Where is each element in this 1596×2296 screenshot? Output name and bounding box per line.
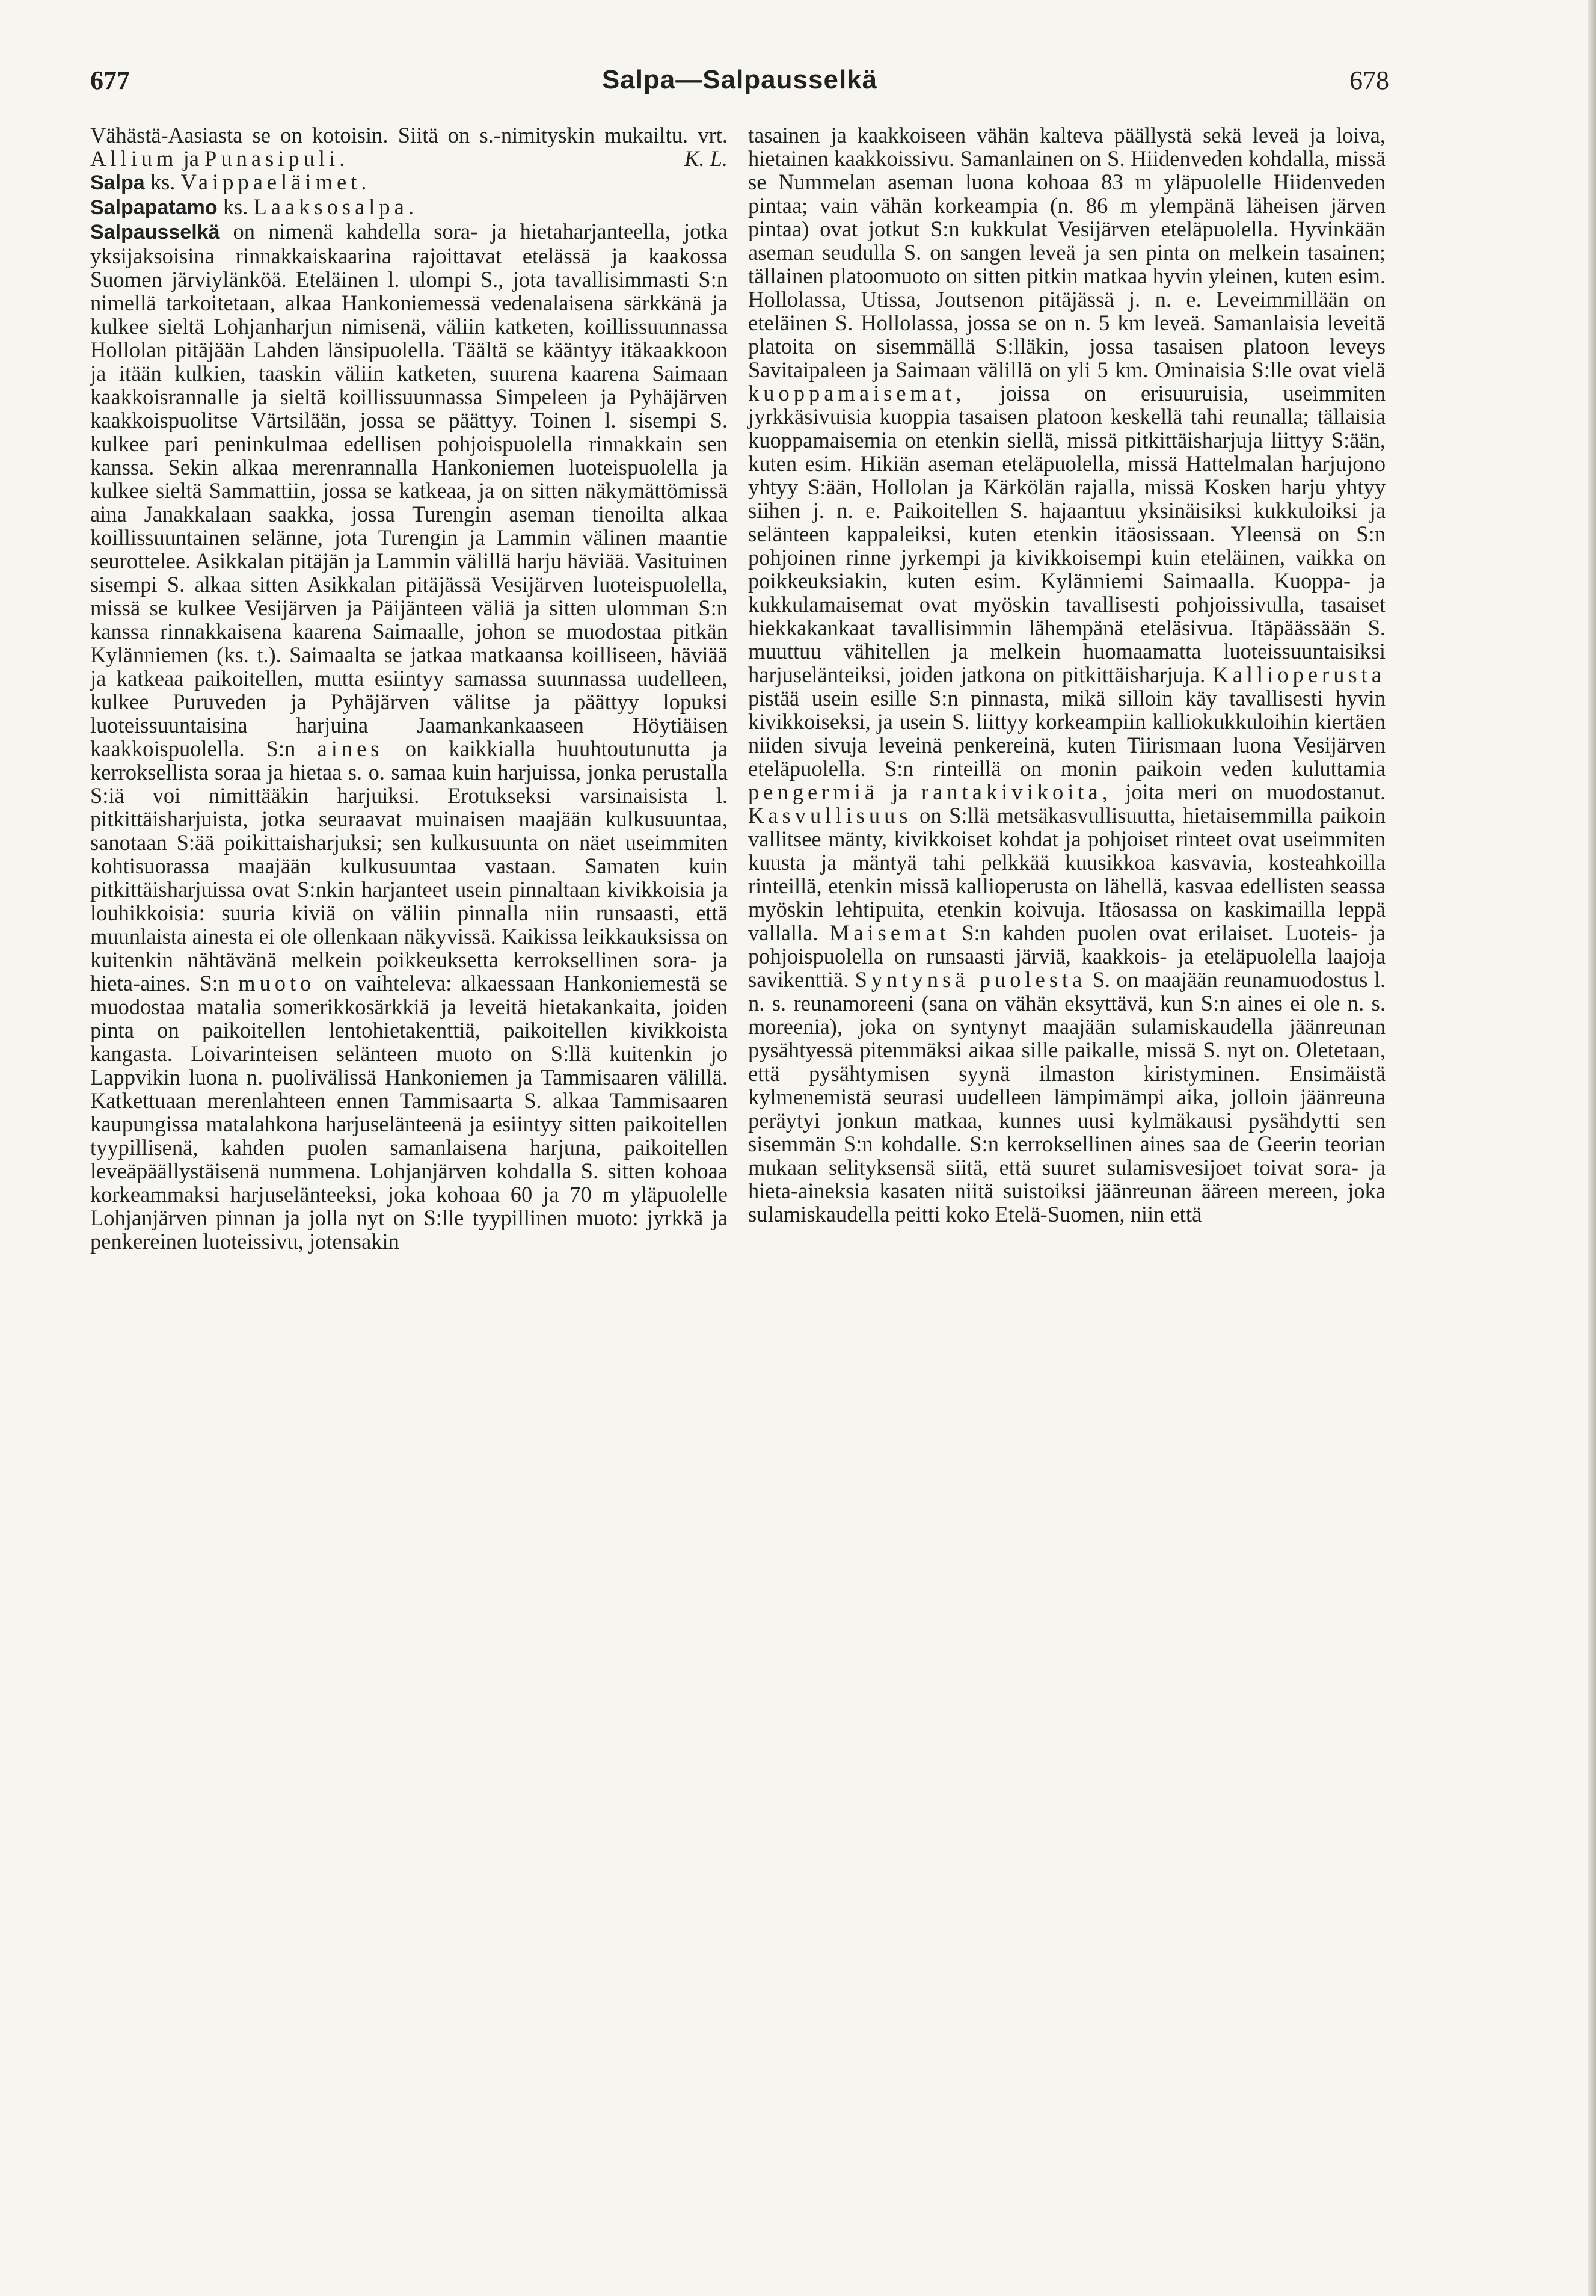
spaced-term: pengermiä (748, 780, 879, 804)
body-text: joissa on erisuuruisia, useimmiten jyrkkäsivuisia kuoppia tasaisen platoon keskellä tahi reunalla; tällaisia kuoppamaisemia on etenkin siellä, missä pitkittäisharjuja liittyy S:ään, kuten esim. Hikiän aseman eteläpuolella, missä Hattelmalan harjujono yhtyy S:ään, Hollolan ja Kärkölän rajalla, missä Kosken harju yhtyy siihen j. n. e. Paikoitellen S. hajaantuu yksinäisiksi kukkuloiksi ja selänteen kappaleiksi, kuten etenkin itäosissaan. Yleensä on S:n pohjoinen rinne jyrkempi ja kivikkoisempi kuin eteläinen, vaikka on poikkeuksiakin, kuten esim. Kylänniemi Saimaalla. Kuoppa- ja kukkulamaisemat ovat myöskin tavallisesti pohjoissivulla, tasaiset hiekkakankaat tavallisimmin lähempänä eteläsivua. Itäpäässään S. muuttuu vähitellen ja melkein huomaamatta luoteissuuntaisiksi harjuselänteiksi, joiden jatkona on pitkittäisharjuja. (748, 381, 1386, 687)
entry-continuation: Vähästä-Aasiasta se on kotoisin. Siitä on s.-nimityskin mukailtu. vrt. Allium ja Punasipuli. K. L. (90, 123, 728, 171)
author-signature: K. L. (684, 146, 728, 171)
entry-salpa: Salpa ks. Vaippaeläimet. (90, 170, 371, 194)
spaced-term: aines (317, 736, 384, 761)
body-text: pistää usein esille S:n pinnasta, mikä silloin käy tavallisesti hyvin kivikkoiseksi, ja usein S. liittyy korkeampiin kalliokukkuloihin kiertäen niiden sivuja leveinä penkereinä, kuten Tiirismaan luona Vesijärven eteläpuolella. S:n rinteillä on monin paikoin veden kuluttamia (748, 686, 1386, 781)
body-text: on S:llä metsäkasvullisuutta, hietaisemmilla paikoin vallitsee mänty, kivikkoiset kohdat ja pohjoiset rinteet ovat useimmiten kuusta ja mäntyä tahi pelkkää kuusikkoa kasvavia, kosteahkoilla rinteillä, etenkin missä kallioperusta on lähellä, kasvaa edellisten seassa myöskin lehtipuita, etenkin koivuja. Itäosassa on kaskimailla leppä vallalla. (748, 803, 1386, 945)
cross-reference: Laaksosalpa. (253, 194, 418, 219)
spaced-term: rantakivikoita, (921, 780, 1112, 804)
page-number-left: 677 (90, 66, 130, 95)
spaced-term: Kasvullisuus (748, 803, 912, 828)
cross-reference: Punasipuli. (204, 146, 349, 171)
spaced-term: muoto (238, 971, 316, 996)
body-text: joita meri on muodostanut. (1125, 780, 1386, 804)
body-text: S. on maajään reunamuodostus l. n. s. reunamoreeni (sana on vähän eksyttävä, kun S:n aines ei ole n. s. moreenia), joka on syntynyt maajään sulamiskaudella jäänreunan pysähtyessä pitemmäksi aikaa sille paikalle, missä S. nyt on. Oletetaan, että pysähtymisen syynä ilmaston kiristyminen. Ensimäistä kylmenemistä seurasi uudelleen lämpimämpi aika, jolloin jäänreuna peräytyi jonkun matkaa, kunnes uusi kylmäkausi pysähdytti sen sisemmän S:n kohdalle. S:n kerroksellinen aines saa de Geerin teorian mukaan selityksensä siitä, että suuret sulamisvesijoet toivat sora- ja hieta-aineksia kasaten niitä suistoiksi jäänreunan ääreen mereen, joka sulamiskaudella peitti koko Etelä-Suomen, niin että (748, 967, 1386, 1226)
page-header (90, 65, 1389, 101)
body-text: ja (892, 780, 908, 804)
headword: Salpapatamo (90, 196, 218, 219)
spaced-term: Syntynsä puolesta (855, 967, 1087, 992)
headword: Salpausselkä (90, 221, 220, 244)
body-text: on kaikkialla huuhtoutunutta ja kerroksellista soraa ja hietaa s. o. samaa kuin harjuissa, jonka perustalla S:iä voi nimittääkin harjuiksi. Erotukseksi varsinaisista l. pitkittäisharjuista, jotka seuraavat muinaisen maajään kulkusuuntaa, sanotaan S:ää poikittaisharjuksi; sen kulkusuunta on näet useimmiten kohtisuorassa maajään kulkusuuntaa vastaan. Samaten kuin pitkittäisharjuissa ovat S:nkin harjanteet usein pinnaltaan kivikkoisia ja louhikkoisia: suuria kiviä on väliin pinnalla niin runsaasti, että muunlaista ainesta ei ole ollenkaan näkyvissä. Kaikissa leikkauksissa on kuitenkin nähtävänä melkein poikkeuksetta kerroksellinen sora- ja hieta-aines. S:n (90, 736, 728, 996)
body-text: on nimenä kahdella sora- ja hietaharjanteella, jotka yksijaksoisina rinnakkaiskaarina rajoittavat etelässä ja kaakossa Suomen järviylänköä. Eteläinen l. ulompi S., jota tavallisimmasti S:n nimellä tarkoitetaan, alkaa Hankoniemessä vedenalaisena särkkänä ja kulkee sieltä Lohjanharjun nimisenä, väliin katketen, koillissuunnassa Hollolan pitäjään Lahden länsipuolella. Täältä se kääntyy itäkaakkoon ja itään kulkien, taaskin väliin katketen, suurena kaarena Saimaan kaakkoisrannalle ja sieltä koillissuunnassa Simpeleen ja Pyhäjärven kaakkoispuolitse Värtsilään, jossa se päättyy. Toinen l. sisempi S. kulkee pari peninkulmaa edellisen pohjoispuolella rinnakkain sen kanssa. Sekin alkaa merenrannalla Hankoniemen luoteispuolella ja kulkee sieltä Sammattiin, jossa se katkeaa, ja on sitten näkymättömissä aina Janakkalaan saakka, jossa Turengin aseman tienoilta alkaa koillissuuntainen selänne, jota Turengin ja Lammin välinen maantie seurottelee. Asikkalan pitäjän ja Lammin välillä harju häviää. Vasituinen sisempi S. alkaa sitten Asikkalan pitäjässä Vesijärven luoteispuolella, missä se kulkee Vesijärven ja Päijänteen väliä ja sitten ulomman S:n kanssa rinnakkaisena kaarena Saimaalle, johon se muodostaa pitkän Kylänniemen (ks. t.). Saimaalta se jatkaa matkaansa koilliseen, häviää ja katkeaa paikoitellen, mutta esiintyy samassa suunnassa uudelleen, kulkee Puruveden ja Pyhäjärven välitse ja päättyy lopuksi luoteissuuntaisina harjuina Jaamankankaaseen Höytiäisen kaakkoispuolella. S:n (90, 219, 728, 761)
body-text: on vaihteleva: alkaessaan Hankoniemestä se muodostaa matalia somerikkosärkkiä ja leveitä hietakankaita, joiden pinta on paikoitellen lentohietakenttiä, paikoitellen kivikkoista kangasta. Loivarinteisen selänteen muoto on S:llä kuitenkin jo Lappvikin luona n. puolivälissä Hankoniemen ja Tammisaaren välillä. Katkettuaan merenlahteen ennen Tammisaarta S. alkaa Tammisaaren kaupungissa matalahkona harjuselänteenä ja esiintyy sitten paikoitellen tyypillisenä, kahden puolen samanlaisena harjuna, paikoitellen leveäpäällystäisenä nummena. Lohjanjärven kohdalla S. sitten kohoaa korkeammaksi harjuselänteeksi, joka kohoaa 60 ja 70 m yläpuolelle Lohjanjärven pinnan ja jolla nyt on S:lle tyypillinen muoto: jyrkkä ja penkereinen luoteissivu, jotensakin (90, 971, 728, 1254)
right-column (748, 123, 1386, 1226)
entry-salpapatamo: Salpapatamo ks. Laaksosalpa. (90, 194, 418, 219)
spaced-term: Maisemat (829, 920, 950, 945)
entry-salpausselka-continued (748, 123, 1386, 1226)
body-text: S:n kahden puolen ovat erilaiset. Luoteis- ja pohjoispuolella on runsaasti järviä, kaakkois- ja eteläpuolella laajoja savikenttiä. (748, 920, 1386, 992)
left-column (90, 123, 728, 1253)
page-edge (1588, 0, 1596, 2296)
cross-reference: Allium (90, 146, 178, 171)
spaced-term: kuoppamaisemat, (748, 381, 966, 405)
page-number-right: 678 (1349, 66, 1389, 95)
cross-reference: Vaippaeläimet. (180, 170, 371, 194)
body-text: tasainen ja kaakkoiseen vähän kalteva päällystä sekä leveä ja loiva, hietainen kaakkoissivu. Samanlainen on S. Hiidenveden kohdalla, missä se Nummelan aseman luona kohoaa 83 m yläpuolelle Hiidenveden pintaa; vain vähän korkeampia (n. 86 m ylempänä läheisen järven pintaa) ovat jotkut S:n kukkulat Vesijärven eteläpuolella. Hyvinkään aseman seudulla S. on sangen leveä ja sen pinta on melkein tasainen; tällainen platoomuoto on sitten pitkin matkaa hyvin yleinen, kuten esim. Hollolassa, Utissa, Joutsenon pitäjässä j. n. e. Leveimmillään on eteläinen S. Hollolassa, jossa se on n. 5 km leveä. Samanlaisia leveitä platoita on sisemmällä S:lläkin, jossa tasaisen platoon leveys Savitaipaleen ja Saimaan välillä on yli 5 km. Ominaisia S:lle ovat vielä (748, 123, 1386, 382)
spaced-term: Kallioperusta (1212, 662, 1386, 687)
running-title: Salpa—Salpausselkä (601, 65, 878, 94)
headword: Salpa (90, 171, 145, 194)
entry-salpausselka (90, 220, 728, 1253)
